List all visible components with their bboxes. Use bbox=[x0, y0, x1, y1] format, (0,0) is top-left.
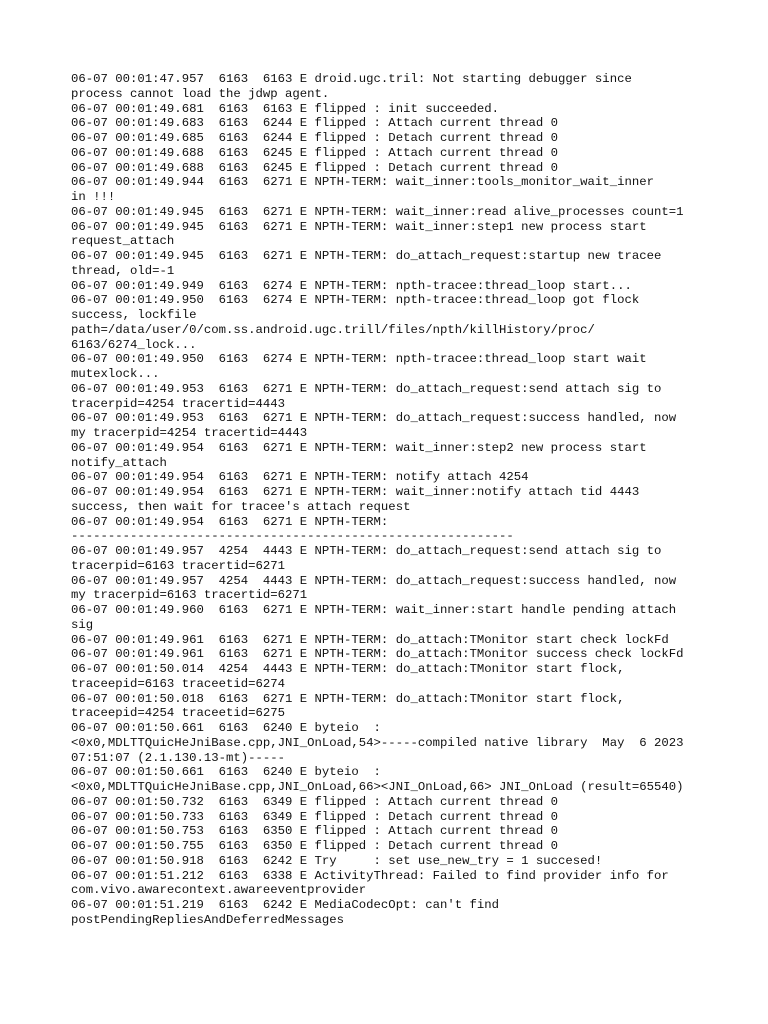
log-line: 06-07 00:01:49.954 6163 6271 E NPTH-TERM: bbox=[71, 514, 389, 529]
log-line: 06-07 00:01:51.212 6163 6338 E ActivityThread: Failed to find provider info for bbox=[71, 868, 669, 883]
log-line: 06-07 00:01:49.688 6163 6245 E flipped : Detach current thread 0 bbox=[71, 160, 559, 175]
log-line: process cannot load the jdwp agent. bbox=[71, 86, 330, 101]
log-line: thread, old=-1 bbox=[71, 263, 175, 278]
log-line: 06-07 00:01:49.945 6163 6271 E NPTH-TERM: wait_inner:read alive_processes count=1 bbox=[71, 204, 684, 219]
log-line: notify_attach bbox=[71, 455, 167, 470]
log-line: 06-07 00:01:49.688 6163 6245 E flipped : Attach current thread 0 bbox=[71, 145, 559, 160]
log-line: 06-07 00:01:49.960 6163 6271 E NPTH-TERM: wait_inner:start handle pending attach bbox=[71, 603, 677, 617]
log-line: 07:51:07 (2.1.130.13-mt)----- bbox=[71, 750, 286, 765]
log-line: mutexlock... bbox=[71, 367, 160, 381]
log-line: traceepid=4254 traceetid=6275 bbox=[71, 706, 286, 721]
log-line: 06-07 00:01:49.950 6163 6274 E NPTH-TERM: npth-tracee:thread_loop got flock bbox=[71, 293, 640, 308]
log-line: 06-07 00:01:51.219 6163 6242 E MediaCodecOpt: can't find bbox=[71, 898, 500, 912]
log-line: 06-07 00:01:49.681 6163 6163 E flipped : init succeeded. bbox=[71, 101, 500, 116]
log-line: 06-07 00:01:49.945 6163 6271 E NPTH-TERM: do_attach_request:startup new tracee bbox=[71, 249, 662, 263]
log-line: 06-07 00:01:49.954 6163 6271 E NPTH-TERM: wait_inner:step2 new process start bbox=[71, 440, 647, 455]
log-line: com.vivo.awarecontext.awareeventprovider bbox=[71, 883, 367, 898]
log-line: 06-07 00:01:49.954 6163 6271 E NPTH-TERM: wait_inner:notify attach tid 4443 bbox=[71, 485, 640, 499]
log-line: 06-07 00:01:50.753 6163 6350 E flipped : Attach current thread 0 bbox=[71, 824, 559, 839]
log-line: 06-07 00:01:49.957 4254 4443 E NPTH-TERM: do_attach_request:send attach sig to bbox=[71, 544, 662, 558]
log-line: sig bbox=[71, 617, 94, 632]
log-line: 06-07 00:01:47.957 6163 6163 E droid.ugc.tril: Not starting debugger since bbox=[71, 72, 632, 86]
log-line: my tracerpid=4254 tracertid=4443 bbox=[71, 426, 308, 440]
log-line: in !!! bbox=[71, 190, 116, 204]
log-line: 06-07 00:01:50.918 6163 6242 E Try : set use_new_try = 1 succesed! bbox=[71, 853, 603, 868]
log-line: 06-07 00:01:49.953 6163 6271 E NPTH-TERM: do_attach_request:success handled, now bbox=[71, 411, 677, 426]
log-line: success, then wait for tracee's attach request bbox=[71, 499, 411, 514]
log-line: 06-07 00:01:50.014 4254 4443 E NPTH-TERM: do_attach:TMonitor start flock, bbox=[71, 662, 625, 676]
log-line: <0x0,MDLTTQuicHeJniBase.cpp,JNI_OnLoad,54>-----compiled native library May 6 2023 bbox=[71, 735, 684, 750]
log-line: 06-07 00:01:50.733 6163 6349 E flipped : Detach current thread 0 bbox=[71, 809, 559, 824]
log-line: path=/data/user/0/com.ss.android.ugc.trill/files/npth/killHistory/proc/ bbox=[71, 322, 595, 337]
log-line: 06-07 00:01:49.949 6163 6274 E NPTH-TERM: npth-tracee:thread_loop start... bbox=[71, 278, 632, 293]
log-line: 6163/6274_lock... bbox=[71, 337, 197, 352]
log-line: 06-07 00:01:49.683 6163 6244 E flipped : Attach current thread 0 bbox=[71, 116, 559, 131]
log-line: 06-07 00:01:50.661 6163 6240 E byteio : bbox=[71, 721, 381, 735]
log-line: 06-07 00:01:50.018 6163 6271 E NPTH-TERM: do_attach:TMonitor start flock, bbox=[71, 691, 625, 706]
log-line: 06-07 00:01:50.661 6163 6240 E byteio : bbox=[71, 765, 381, 780]
log-line: 06-07 00:01:49.961 6163 6271 E NPTH-TERM: do_attach:TMonitor success check lockFd bbox=[71, 647, 684, 662]
log-line: postPendingRepliesAndDeferredMessages bbox=[71, 912, 345, 927]
log-output bbox=[71, 72, 731, 928]
log-line: 06-07 00:01:49.957 4254 4443 E NPTH-TERM: do_attach_request:success handled, now bbox=[71, 573, 677, 588]
log-line: ------------------------------------------------------------ bbox=[71, 529, 514, 544]
log-line: traceepid=6163 traceetid=6274 bbox=[71, 676, 286, 691]
log-line: 06-07 00:01:49.953 6163 6271 E NPTH-TERM: do_attach_request:send attach sig to bbox=[71, 381, 662, 396]
log-line: 06-07 00:01:49.954 6163 6271 E NPTH-TERM: notify attach 4254 bbox=[71, 470, 529, 485]
log-line: 06-07 00:01:49.950 6163 6274 E NPTH-TERM: npth-tracee:thread_loop start wait bbox=[71, 352, 647, 367]
log-line: my tracerpid=6163 tracertid=6271 bbox=[71, 588, 308, 603]
log-line: request_attach bbox=[71, 234, 175, 249]
log-line: tracerpid=6163 tracertid=6271 bbox=[71, 558, 286, 573]
log-line: 06-07 00:01:50.755 6163 6350 E flipped : Detach current thread 0 bbox=[71, 839, 559, 853]
log-line: 06-07 00:01:49.685 6163 6244 E flipped : Detach current thread 0 bbox=[71, 131, 559, 145]
log-line: 06-07 00:01:49.961 6163 6271 E NPTH-TERM: do_attach:TMonitor start check lockFd bbox=[71, 632, 669, 647]
log-line: 06-07 00:01:49.944 6163 6271 E NPTH-TERM: wait_inner:tools_monitor_wait_inner bbox=[71, 175, 654, 190]
log-line: <0x0,MDLTTQuicHeJniBase.cpp,JNI_OnLoad,66><JNI_OnLoad,66> JNI_OnLoad (result=65540) bbox=[71, 780, 684, 794]
log-line: tracerpid=4254 tracertid=4443 bbox=[71, 396, 286, 411]
log-line: success, lockfile bbox=[71, 308, 197, 322]
log-line: 06-07 00:01:49.945 6163 6271 E NPTH-TERM: wait_inner:step1 new process start bbox=[71, 219, 647, 234]
log-line: 06-07 00:01:50.732 6163 6349 E flipped : Attach current thread 0 bbox=[71, 794, 559, 809]
